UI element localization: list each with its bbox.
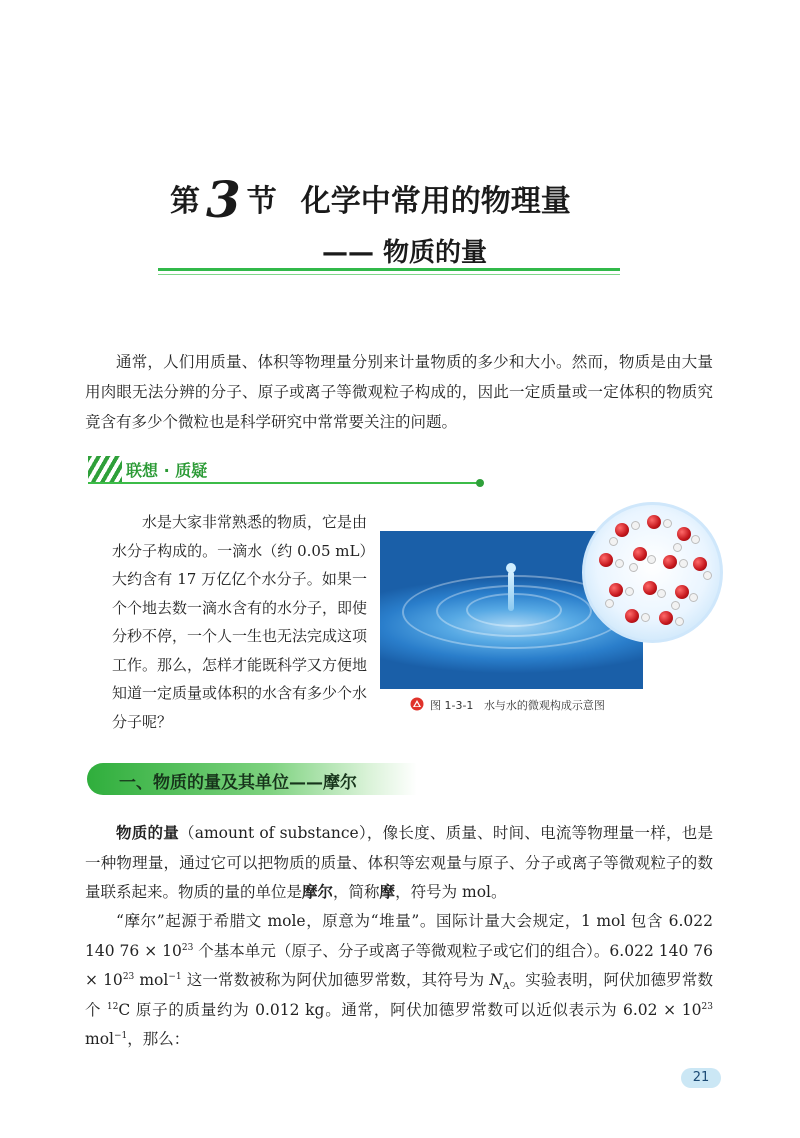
association-label: 联想 · 质疑 bbox=[126, 461, 208, 480]
p2-text-c: mol bbox=[134, 971, 169, 989]
p2-exp-5: −1 bbox=[114, 1030, 128, 1041]
triangle-marker-icon bbox=[410, 697, 424, 711]
p2-exp-1: 23 bbox=[181, 942, 194, 953]
association-header bbox=[88, 456, 488, 484]
title-rule-thin bbox=[158, 274, 620, 275]
p2-text-g: mol bbox=[85, 1030, 114, 1048]
p2-exp-3: −1 bbox=[168, 971, 182, 982]
term-mole: 摩尔 bbox=[302, 883, 334, 901]
p1-text-b: ，简称 bbox=[333, 883, 380, 901]
term-amount-of-substance: 物质的量 bbox=[116, 824, 179, 842]
section-number: 3 bbox=[206, 170, 241, 229]
p2-text-d: 这一常数被称为阿伏加德罗常数，其符号为 bbox=[181, 971, 490, 989]
title-rule bbox=[158, 268, 620, 271]
p2-exp-2: 23 bbox=[122, 971, 135, 982]
p2-text-e: 。实验表明，阿伏加德罗常数个 bbox=[85, 971, 713, 1019]
section-prefix: 第 bbox=[170, 184, 200, 219]
p1-text-a: （amount of substance），像长度、质量、时间、电流等物理量一样，也是一种物理量，通过它可以把物质的质量、体积等宏观量与原子、分子或离子等微观粒子的数量联系起来。物质的量的单位是 bbox=[85, 824, 713, 901]
p2-text-f: C 原子的质量约为 0.012 kg。通常，阿伏加德罗常数可以近似表示为 6.02 × 10 bbox=[118, 1000, 702, 1019]
section-heading-bar bbox=[87, 763, 417, 795]
p2-text-b: 个基本单元（原子、分子或离子等微观粒子或它们的组合）。6.022 140 76 × 10 bbox=[85, 941, 713, 989]
association-line bbox=[88, 482, 480, 484]
figure-caption-text: 水与水的微观构成示意图 bbox=[483, 699, 605, 712]
isotope-mass: 12 bbox=[106, 1001, 119, 1012]
p2-text-h: ，那么： bbox=[127, 1030, 190, 1048]
section-suffix: 节 bbox=[246, 184, 277, 219]
chapter-title bbox=[170, 170, 690, 230]
section-subtitle: —— 物质的量 bbox=[322, 238, 488, 268]
p1-text-c: ，符号为 mol。 bbox=[395, 883, 507, 901]
avogadro-symbol: N bbox=[489, 971, 503, 989]
water-molecule-illustration bbox=[582, 502, 723, 643]
stripes-icon bbox=[88, 456, 122, 484]
figure-caption bbox=[430, 697, 605, 713]
body-paragraph-1 bbox=[85, 819, 713, 908]
section-heading: 一、物质的量及其单位——摩尔 bbox=[119, 773, 357, 793]
avogadro-symbol-sub: A bbox=[502, 982, 510, 993]
figure-number: 图 1-3-1 bbox=[430, 699, 474, 712]
dot-icon bbox=[476, 479, 484, 487]
intro-paragraph: 通常，人们用质量、体积等物理量分别来计量物质的多少和大小。然而，物质是由大量用肉眼无法分辨的分子、原子或离子等微观粒子构成的，因此一定质量或一定体积的物质究竟含有多少个微粒也是科学研究中常常要关注的问题。 bbox=[85, 353, 713, 431]
body-paragraph-2 bbox=[85, 907, 713, 1055]
page-number: 21 bbox=[681, 1068, 721, 1088]
section-name: 化学中常用的物理量 bbox=[300, 184, 571, 219]
term-mol-short: 摩 bbox=[379, 883, 396, 901]
p2-text-a: “摩尔”起源于希腊文 mole，原意为“堆量”。国际计量大会规定，1 mol 包含 6.022 140 76 × 10 bbox=[85, 912, 713, 960]
p2-exp-4: 23 bbox=[701, 1001, 713, 1012]
association-text: 水是大家非常熟悉的物质，它是由水分子构成的。一滴水（约 0.05 mL）大约含有 17 万亿亿个水分子。如果一个个地去数一滴水含有的水分子，即使分秒不停，一个人一生也无法完成这项工作。那么，怎样才能既科学又方便地知道一定质量或体积的水含有多少个水分子呢？ bbox=[112, 513, 368, 731]
